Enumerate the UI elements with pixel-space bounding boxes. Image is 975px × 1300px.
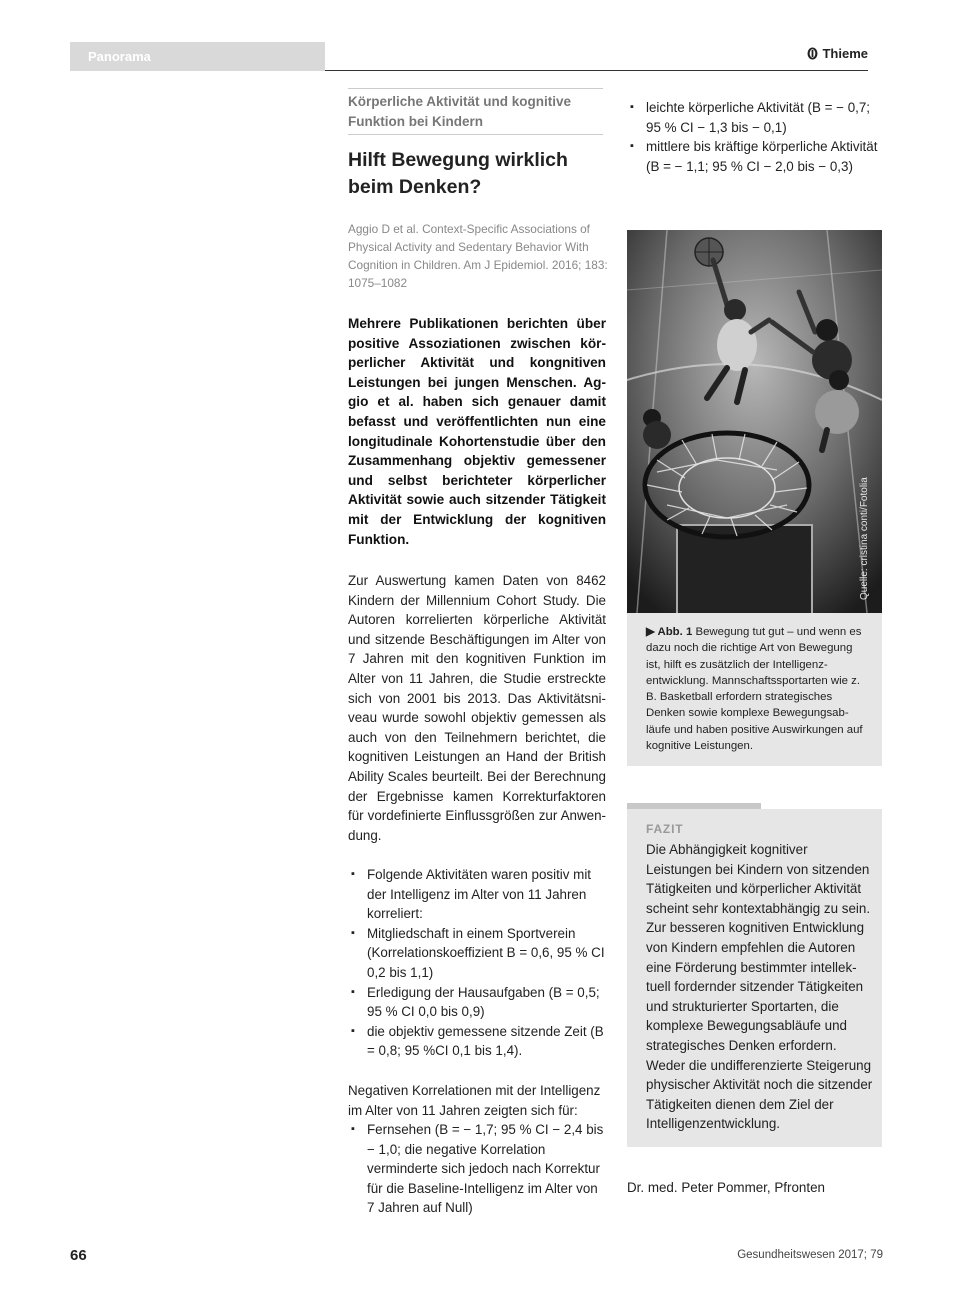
positive-correlations-list	[348, 865, 608, 1061]
figure-label: ▶ Abb. 1	[646, 626, 693, 638]
article-author: Dr. med. Peter Pommer, Pfronten	[627, 1180, 825, 1195]
page-number: 66	[70, 1247, 87, 1264]
journal-citation: Gesundheitswesen 2017; 79	[737, 1249, 883, 1261]
figure-caption	[646, 624, 868, 754]
publisher-brand	[807, 46, 868, 61]
list-item: ▪ Erledigung der Hausaufgaben (B = 0,5; 95 % CI 0,0 bis 0,9)	[348, 983, 608, 1022]
basketball-photo-illustration	[627, 230, 882, 613]
article-headline: Hilft Bewegung wirklich beim Denken?	[348, 149, 568, 198]
list-item: ▪ die objektiv gemessene sitzende Zeit (B = 0,8; 95 %CI 0,1 bis 1,4).	[348, 1022, 608, 1061]
article-kicker: Körperliche Aktivität und kognitive Funktion bei Kindern	[348, 94, 572, 129]
publisher-name: Thieme	[822, 46, 868, 61]
article-lead: Mehrere Publikationen berichten über positive Assoziationen zwischen körperlicher Aktivität und kongnitiven Leistungen bei jungen Menschen. Aggio et al. haben sich genauer damit befasst und veröffentlichten nun eine longitudinale Kohortenstudie über den Zusammenhang objektiv gemessener und selbst berichteter körperlicher Aktivität sowie auch sitzender Tätigkeit mit der Entwicklung der kognitiven Funktion.	[348, 316, 606, 547]
negative-correlations-intro: Negativen Korrelationen mit der Intelligenz im Alter von 11 Jahren zeigten sich für:	[348, 1083, 601, 1118]
list-item: ▪ Folgende Aktivitäten waren positiv mit der Intelligenz im Alter von 11 Jahren korreliert:	[348, 865, 608, 924]
thieme-logo-icon	[807, 47, 818, 60]
list-item: ▪ Fernsehen (B = − 1,7; 95 % CI − 2,4 bis − 1,0; die negative Korrelation verminderte sich jedoch nach Korrektur für die Baseline-Intelligenz im Alter von 7 Jahren auf Null)	[348, 1120, 608, 1218]
kicker-rule-bottom	[348, 134, 603, 135]
kicker-rule-top	[348, 88, 603, 89]
fazit-text: Die Abhängigkeit kognitiver Leistungen bei Kindern von sitzenden Tätigkeiten und körperlicher Aktivität scheint sehr kontextabhängig zu sein. Zur besseren kognitiven Entwicklung von Kindern empfehlen die Autoren eine Förderung bestimmter intellektuell fordernder sitzender Tätigkeiten und strukturierter Sportarten, die komplexe Bewegungsabläufe und strategisches Denken erfordern. Weder die undifferenzierte Steigerung physischer Aktivität noch die sitzender Tätigkeiten dienen dem Ziel der Intelligenzentwicklung.	[646, 842, 873, 1132]
negative-correlations-list	[348, 1120, 608, 1218]
photo-credit: Quelle: cristina conti/Fotolia	[859, 477, 870, 600]
basketball-photo	[627, 230, 882, 613]
list-item: ▪ Mitgliedschaft in einem Sportverein (Korrelationskoeffizient B = 0,6, 95 % CI 0,2 bis 1,1)	[348, 924, 608, 983]
article-body: Zur Auswertung kamen Daten von 8462 Kindern der Millennium Cohort Study. Die Autoren korrelierten körperliche Aktivität und sitzende Beschäftigungen im Alter von 7 Jahren mit den kognitiven Funktion im Alter von 11 Jahren, die Studie erstreckte sich von 2001 bis 2013. Das Aktivitätsniveau wurde sowohl objektiv gemessen als auch von den Teilnehmern berichtet, die kognitiven Leistungen an Hand der British Ability Scales beurteilt. Bei der Berechnung der Ergebnisse kamen Korrekturfaktoren für vordefinierte Einflussgrößen zur Anwendung.	[348, 573, 606, 843]
list-item: ▪ mittlere bis kräftige körperliche Aktivität (B = − 1,1; 95 % CI − 2,0 bis − 0,3)	[627, 137, 882, 176]
fazit-title: FAZIT	[646, 822, 684, 836]
figure-caption-text: Bewegung tut gut – und wenn es dazu noch die richtige Art von Bewegung ist, hilft es zusätzlich der Intelligenzentwicklung. Mannschaftssportarten wie z. B. Basketball erfordern strategisches Denken sowie komplexe Bewegungsabläufe und haben positive Auswirkungen auf kognitive Leistungen.	[646, 626, 863, 753]
header-rule	[325, 70, 868, 71]
article-reference: Aggio D et al. Context-Specific Associations of Physical Activity and Sedentary Behavior With Cognition in Children. Am J Epidemiol. 2016; 183: 1075–1082	[348, 222, 608, 290]
section-tab: Panorama	[70, 42, 325, 71]
list-item: ▪ leichte körperliche Aktivität (B = − 0,7; 95 % CI − 1,3 bis − 0,1)	[627, 98, 882, 137]
negative-correlations-list-continued	[627, 98, 882, 176]
